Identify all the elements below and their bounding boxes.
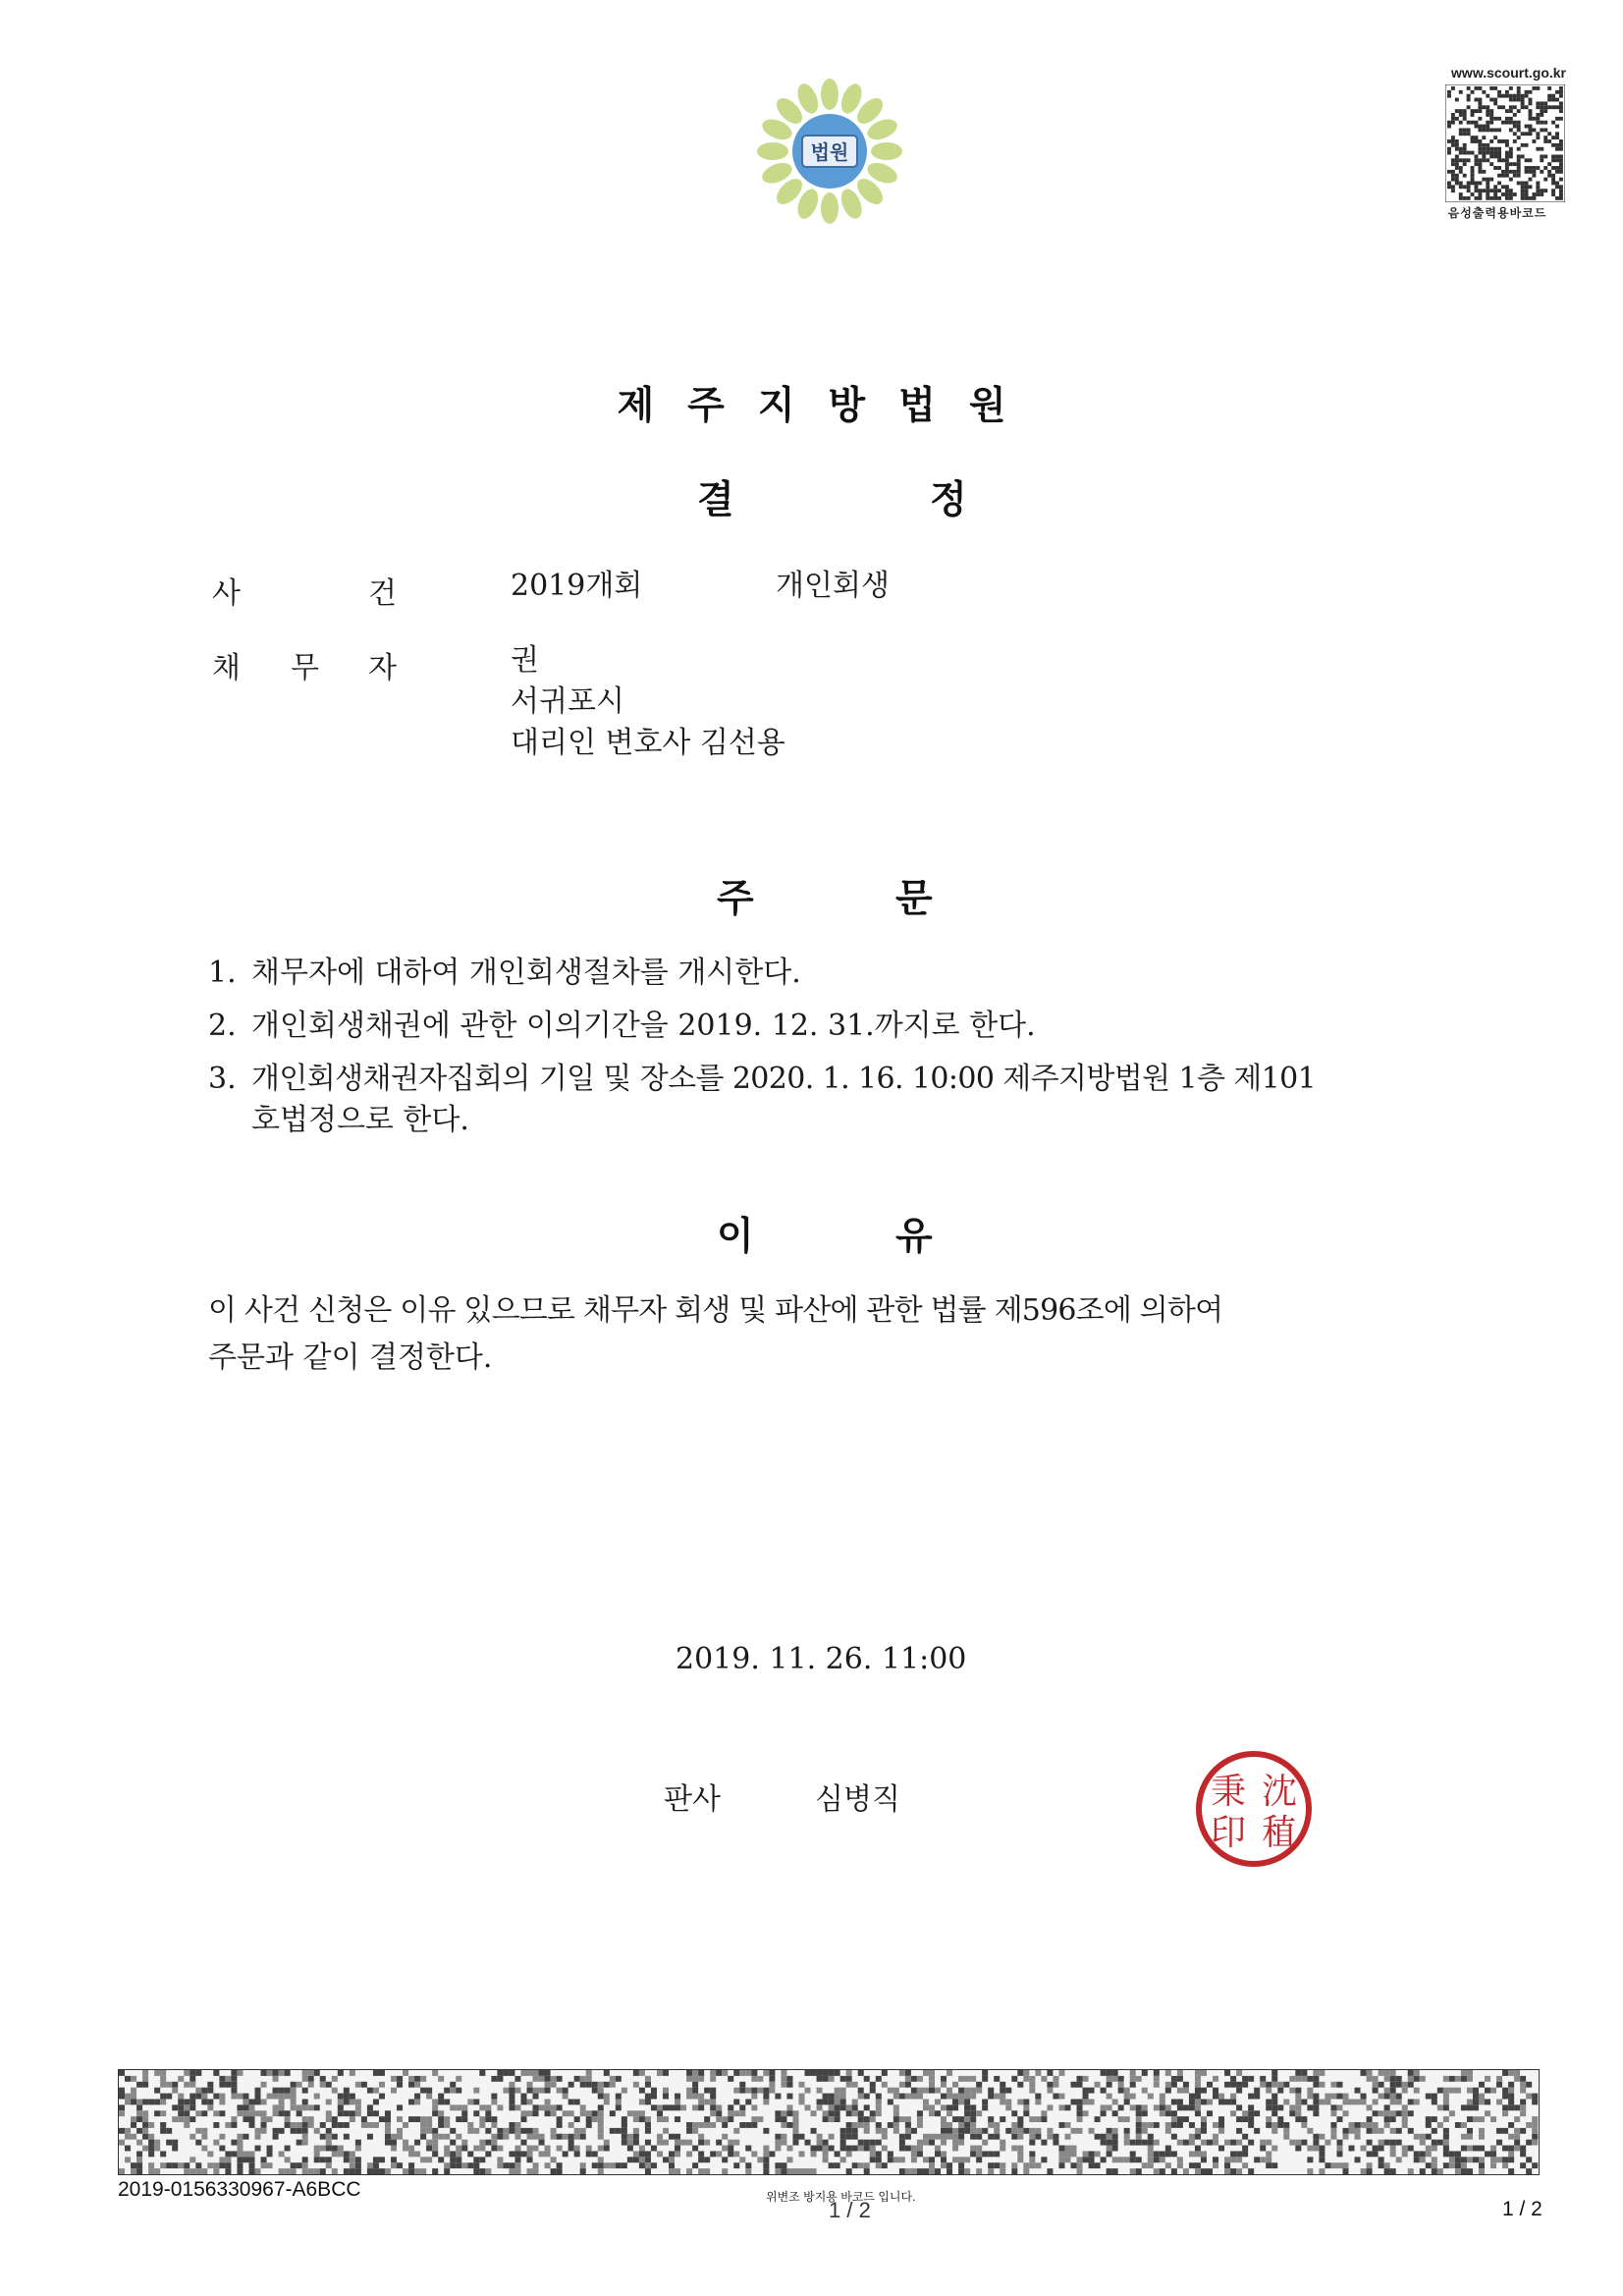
- judge-name: 심병직: [815, 1782, 900, 1817]
- reason-heading-right: 유: [895, 1215, 933, 1259]
- judge-title: 판사: [664, 1782, 721, 1817]
- barcode-note: 위변조 방지용 바코드 입니다.: [766, 2190, 916, 2204]
- order-item-3-text: 개인회생채권자집회의 기일 및 장소를 2020. 1. 16. 10:00 제주지방법원 1층 제101: [251, 1062, 1317, 1096]
- debtor-name: 권: [511, 643, 539, 678]
- order-item-1-num: 1.: [208, 956, 237, 990]
- reason-heading-left: 이: [717, 1215, 754, 1259]
- doc-title-right: 정: [930, 478, 967, 522]
- seal-char-3: 印: [1210, 1813, 1247, 1853]
- doc-title-left: 결: [697, 478, 734, 522]
- seal-char-2: 沈: [1261, 1772, 1298, 1812]
- document-id: 2019-0156330967-A6BCC: [118, 2178, 361, 2201]
- order-heading-left: 주: [717, 877, 754, 921]
- reason-line-1: 이 사건 신청은 이유 있으므로 채무자 회생 및 파산에 관한 법률 제596조에 의하여: [208, 1293, 1223, 1328]
- court-emblem-icon: [751, 73, 908, 230]
- judge-seal-icon: [1193, 1748, 1315, 1870]
- case-label-char-1: 사: [212, 576, 241, 611]
- debtor-address: 서귀포시: [511, 684, 624, 719]
- seal-char-1: 秉: [1210, 1772, 1247, 1812]
- reason-line-2: 주문과 같이 결정한다.: [208, 1340, 493, 1375]
- debtor-label-char-1: 채: [212, 651, 241, 685]
- debtor-label-char-3: 자: [368, 651, 397, 685]
- case-label-char-2: 건: [368, 576, 397, 611]
- debtor-attorney: 대리인 변호사 김선용: [511, 726, 785, 760]
- emblem-label: 법원: [810, 140, 849, 164]
- order-heading-right: 문: [895, 877, 933, 921]
- page-number-center: 1 / 2: [829, 2198, 871, 2222]
- order-item-2-num: 2.: [208, 1009, 237, 1043]
- case-type: 개인회생: [776, 569, 890, 603]
- seal-char-4: 稙: [1261, 1813, 1298, 1853]
- case-number: 2019개회: [511, 569, 643, 603]
- order-item-2-text: 개인회생채권에 관한 이의기간을 2019. 12. 31.까지로 한다.: [251, 1009, 1036, 1043]
- debtor-label-char-2: 무: [291, 651, 319, 685]
- court-name: 제주지방법원: [617, 384, 1040, 428]
- qr-caption: 음성출력용바코드: [1447, 206, 1547, 220]
- qr-code-icon: [1445, 84, 1565, 202]
- qr-url: www.scourt.go.kr: [1451, 65, 1566, 81]
- decision-date: 2019. 11. 26. 11:00: [676, 1642, 967, 1676]
- order-item-3-num: 3.: [208, 1062, 237, 1096]
- page-number-right: 1 / 2: [1502, 2198, 1542, 2220]
- anti-forgery-barcode-icon: [118, 2069, 1540, 2175]
- order-item-3-text-cont: 호법정으로 한다.: [251, 1103, 469, 1137]
- order-item-1-text: 채무자에 대하여 개인회생절차를 개시한다.: [251, 956, 801, 990]
